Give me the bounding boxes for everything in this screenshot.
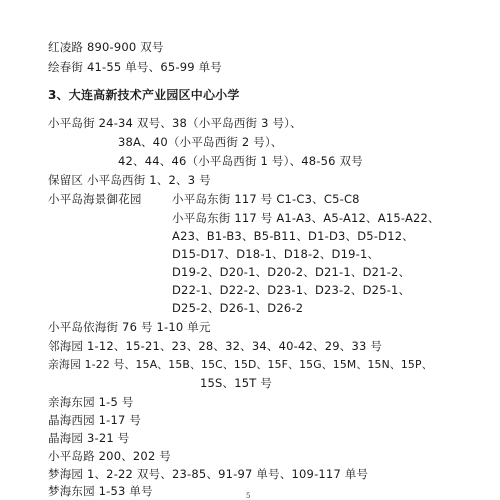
text-line: 小平岛路 200、202 号 [48, 449, 172, 463]
text-line: 小平岛东街 117 号 C1-C3、C5-C8 [172, 192, 360, 206]
text-line: D25-2、D26-1、D26-2 [172, 301, 304, 315]
text-line: 小平岛海景御花园 [48, 192, 142, 206]
text-line: 亲海东园 1-5 号 [48, 395, 134, 409]
text-line: 邻海园 1-12、15-21、23、28、32、34、40-42、29、33 号 [48, 339, 383, 353]
text-line: D22-1、D22-2、D23-1、D23-2、D25-1、 [172, 283, 411, 297]
text-line: 小平岛东街 117 号 A1-A3、A5-A12、A15-A22、 [172, 211, 440, 225]
text-line: D19-2、D20-1、D20-2、D21-1、D21-2、 [172, 265, 411, 279]
text-line: 15S、15T 号 [200, 376, 273, 390]
text-line: 红凌路 890-900 双号 [48, 40, 164, 54]
text-line: 保留区 小平岛西街 1、2、3 号 [48, 173, 211, 187]
text-line: 42、44、46（小平岛西街 1 号）、48-56 双号 [118, 154, 363, 168]
text-line: 梦海园 1、2-22 双号、23-85、91-97 单号、109-117 单号 [48, 467, 369, 481]
text-line: 38A、40（小平岛西街 2 号）、 [118, 135, 283, 149]
text-line: 梦海东园 1-53 单号 [48, 484, 153, 498]
text-line: D15-D17、D18-1、D18-2、D19-1、 [172, 247, 380, 261]
text-line: 亲海园 1-22 号、15A、15B、15C、15D、15F、15G、15M、15N、15P、 [48, 358, 433, 371]
page-number: 5 [246, 492, 251, 500]
text-line: 晶海西园 1-17 号 [48, 413, 142, 427]
section-heading: 3、大连高新技术产业园区中心小学 [48, 88, 240, 102]
text-line: 绘春街 41-55 单号、65-99 单号 [48, 60, 222, 74]
text-line: A23、B1-B3、B5-B11、D1-D3、D5-D12、 [172, 229, 414, 243]
text-line: 晶海园 3-21 号 [48, 431, 130, 445]
text-line: 小平岛街 24-34 双号、38（小平岛西街 3 号）、 [48, 116, 302, 130]
text-line: 小平岛依海街 76 号 1-10 单元 [48, 320, 211, 334]
